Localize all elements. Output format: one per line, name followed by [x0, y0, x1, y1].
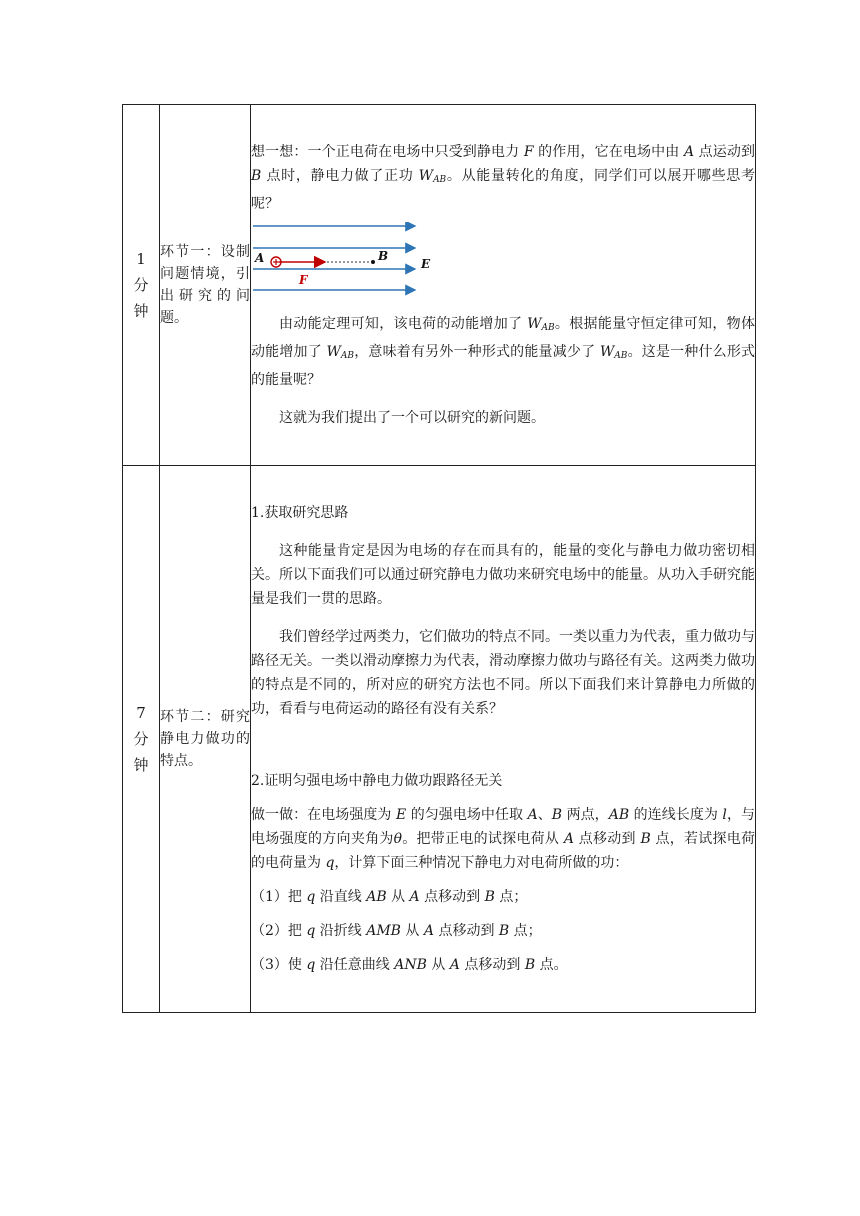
list-item: （1）把 q 沿直线 AB 从 A 点移动到 B 点； [251, 889, 528, 905]
label-e: E [421, 257, 431, 271]
time-cell [123, 105, 160, 466]
think-paragraph: 想一想：一个正电荷在电场中只受到静电力 F 的作用，它在电场中由 A 点运动到 B 点时，静电力做了正功 $W_{AB}$。从能量转化的角度，同学们可以展开哪些思考呢？ [251, 144, 756, 212]
lesson-plan-table [122, 104, 756, 1013]
time-unit: 钟 [133, 756, 149, 774]
time-unit: 钟 [133, 302, 149, 320]
time-unit: 分 [133, 276, 149, 294]
label-a: A [255, 251, 265, 265]
content-cell [251, 105, 756, 466]
list-item: （3）使 q 沿任意曲线 ANB 从 A 点移动到 B 点。 [251, 957, 568, 973]
list-item: （2）把 q 沿折线 AMB 从 A 点移动到 B 点； [251, 923, 542, 939]
table-row [123, 105, 756, 466]
table-row [123, 466, 756, 1013]
research-idea-paragraph: 这种能量肯定是因为电场的存在而具有的，能量的变化与静电力做功密切相关。所以下面我们可以通过研究静电力做功来研究电场中的能量。从功入手研究能量是我们一贯的思路。 [251, 543, 755, 607]
section-heading: 1.获取研究思路 [251, 505, 349, 521]
point-b [371, 260, 375, 264]
two-forces-paragraph: 我们曾经学过两类力，它们做功的特点不同。一类以重力为代表，重力做功与路径无关。一类以滑动摩擦力为代表，滑动摩擦力做功与路径有关。这两类力做功的特点是不同的，所对应的研究方法也不同。所以下面我们来计算静电力所做的功，看看与电荷运动的路径有没有关系？ [251, 629, 755, 717]
time-number: 1 [136, 250, 146, 268]
time-cell [123, 466, 160, 1013]
new-question-paragraph: 这就为我们提出了一个可以研究的新问题。 [279, 410, 545, 426]
stage-cell: 环节二：研究静电力做功的特点。 [160, 466, 251, 1013]
kinetic-energy-paragraph: 由动能定理可知，该电荷的动能增加了 $W_{AB}$。根据能量守恒定律可知，物体动能增加了 $W_{AB}$，意味着有另外一种形式的能量减少了 $W_{AB}$。这是一种什么形式的能量呢？ [251, 316, 756, 388]
do-it-paragraph: 做一做：在电场强度为 E 的匀强电场中任取 A、B 两点，AB 的连线长度为 l，与电场强度的方向夹角为θ。把带正电的试探电荷从 A 点移动到 B 点，若试探电荷的电荷量为 q，计算下面三种情况下静电力对电荷所做的功： [251, 807, 756, 871]
label-b: B [378, 249, 389, 263]
time-number: 7 [136, 704, 146, 722]
content-cell [251, 466, 756, 1013]
section-heading: 2.证明匀强电场中静电力做功跟路径无关 [251, 773, 503, 789]
time-unit: 分 [133, 730, 149, 748]
label-f: F [299, 273, 308, 287]
stage-cell: 环节一：设制问题情境，引出研究的问题。 [160, 105, 251, 466]
electric-field-figure [251, 222, 451, 302]
